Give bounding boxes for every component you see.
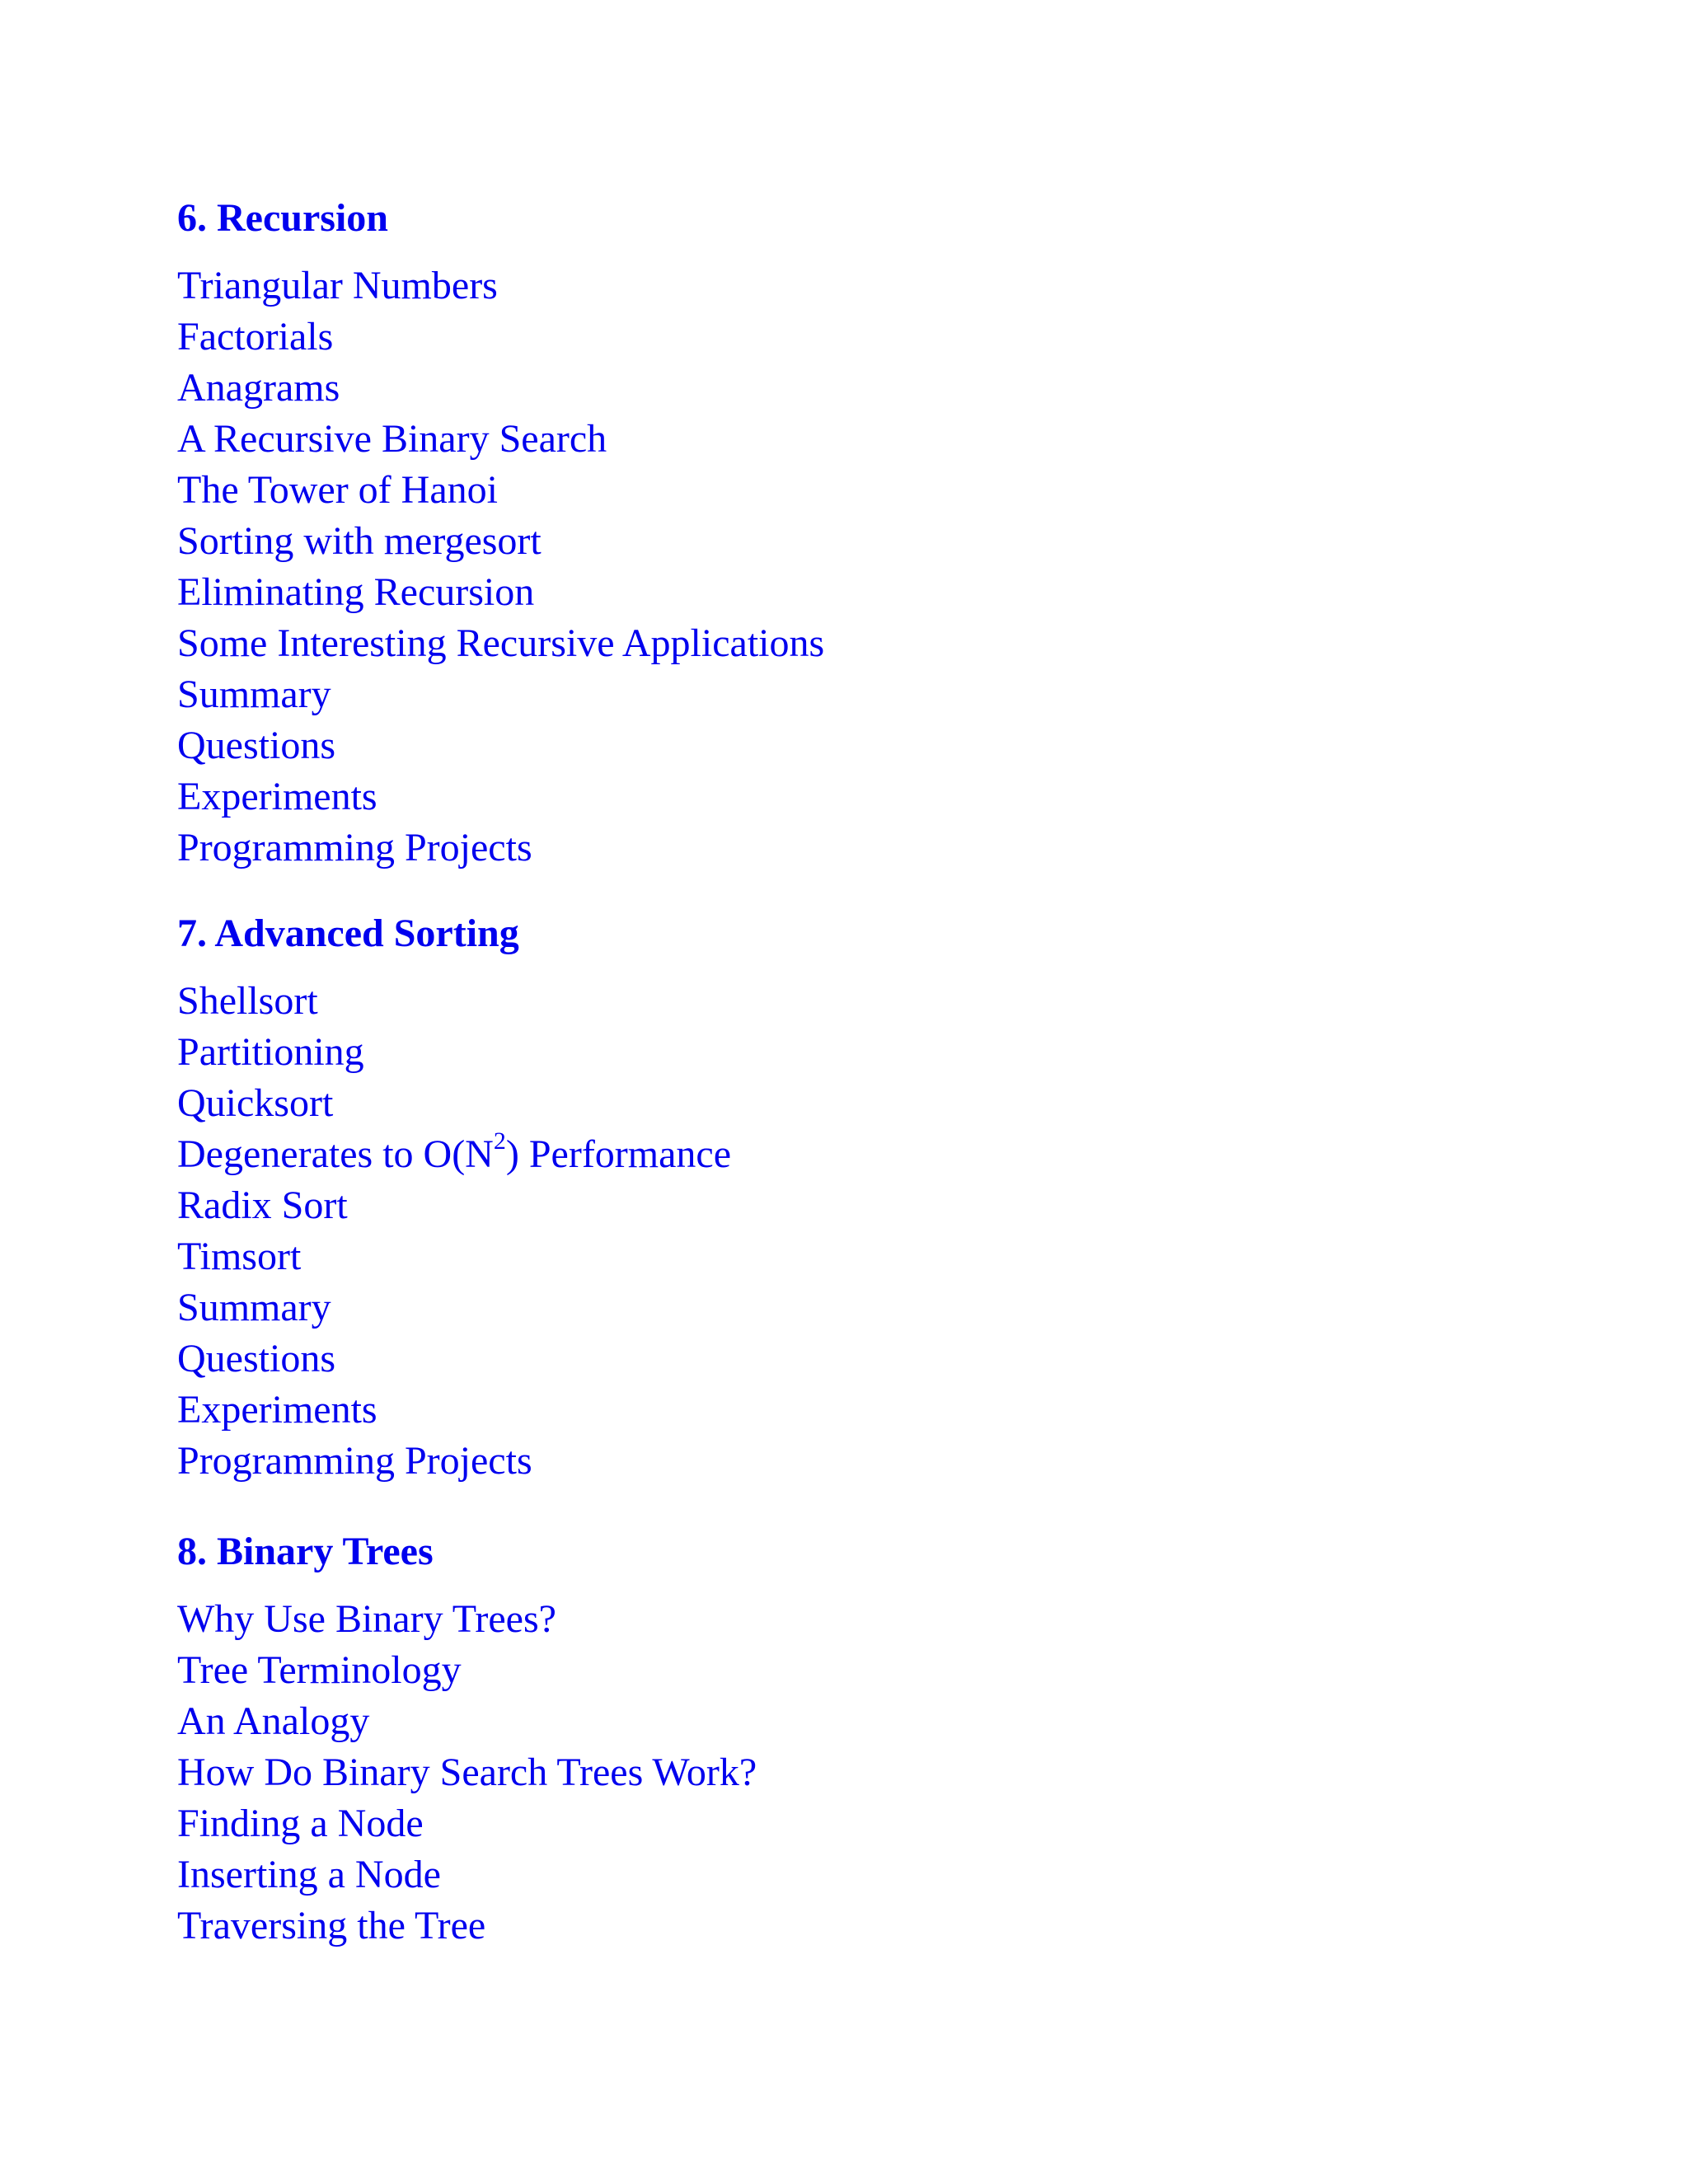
toc-link[interactable]: Finding a Node <box>177 1802 424 1845</box>
toc-item[interactable] <box>177 465 824 516</box>
toc-link[interactable]: Partitioning <box>177 1030 364 1074</box>
toc-link[interactable]: Eliminating Recursion <box>177 570 535 614</box>
toc-item[interactable] <box>177 1180 731 1231</box>
toc-link[interactable]: The Tower of Hanoi <box>177 468 498 512</box>
toc-item[interactable] <box>177 1798 757 1849</box>
toc-link[interactable]: Triangular Numbers <box>177 264 498 307</box>
toc-link[interactable]: Experiments <box>177 775 377 818</box>
toc-link[interactable]: Quicksort <box>177 1081 334 1125</box>
chapter-link[interactable]: 6. Recursion <box>177 196 388 240</box>
section-list <box>177 260 824 874</box>
toc-item[interactable] <box>177 363 824 414</box>
toc-item[interactable] <box>177 312 824 363</box>
toc-item[interactable] <box>177 414 824 465</box>
toc-link[interactable]: Questions <box>177 1337 335 1380</box>
toc-link-text: Degenerates to O(N <box>177 1132 494 1176</box>
toc-link[interactable]: Timsort <box>177 1235 302 1278</box>
toc-item[interactable] <box>177 1078 731 1129</box>
toc-link[interactable]: Why Use Binary Trees? <box>177 1597 556 1641</box>
toc-item[interactable] <box>177 618 824 669</box>
toc-item[interactable] <box>177 1645 757 1696</box>
toc-item[interactable] <box>177 976 731 1027</box>
toc-item[interactable] <box>177 1231 731 1282</box>
toc-item[interactable] <box>177 720 824 771</box>
toc-link[interactable]: Sorting with mergesort <box>177 519 542 563</box>
toc-link[interactable]: Inserting a Node <box>177 1853 441 1896</box>
chapter-title[interactable] <box>177 194 824 242</box>
toc-link[interactable]: Some Interesting Recursive Applications <box>177 621 825 665</box>
section-list <box>177 976 731 1487</box>
toc-item[interactable] <box>177 1129 731 1180</box>
toc-link[interactable]: Summary <box>177 673 331 716</box>
toc-item[interactable] <box>177 1385 731 1436</box>
toc-link[interactable]: Traversing the Tree <box>177 1904 486 1947</box>
toc-link[interactable]: Tree Terminology <box>177 1648 462 1692</box>
toc-link-suffix: ) Performance <box>505 1132 732 1176</box>
toc-link[interactable]: Summary <box>177 1286 331 1329</box>
section-list <box>177 1594 757 1952</box>
chapter-advanced-sorting <box>177 910 731 1487</box>
toc-link[interactable] <box>177 1127 732 1176</box>
toc-item[interactable] <box>177 1696 757 1747</box>
toc-link[interactable]: How Do Binary Search Trees Work? <box>177 1750 757 1794</box>
toc-item[interactable] <box>177 1594 757 1645</box>
chapter-title[interactable] <box>177 910 731 958</box>
toc-item[interactable] <box>177 1333 731 1385</box>
toc-item[interactable] <box>177 1747 757 1798</box>
toc-link[interactable]: Programming Projects <box>177 826 532 869</box>
toc-item[interactable] <box>177 567 824 618</box>
toc-link[interactable]: Programming Projects <box>177 1439 532 1483</box>
toc-link[interactable]: Anagrams <box>177 366 340 410</box>
toc-item[interactable] <box>177 669 824 720</box>
chapter-binary-trees <box>177 1528 757 1952</box>
toc-item[interactable] <box>177 771 824 823</box>
toc-link[interactable]: Factorials <box>177 315 334 359</box>
chapter-recursion <box>177 194 824 874</box>
toc-item[interactable] <box>177 1849 757 1900</box>
toc-link[interactable]: Radix Sort <box>177 1183 348 1227</box>
chapter-title[interactable] <box>177 1528 757 1576</box>
toc-item[interactable] <box>177 1900 757 1952</box>
toc-item[interactable] <box>177 516 824 567</box>
toc-link[interactable]: Shellsort <box>177 979 318 1023</box>
chapter-link[interactable]: 8. Binary Trees <box>177 1530 434 1573</box>
toc-link[interactable]: Experiments <box>177 1388 377 1432</box>
toc-item[interactable] <box>177 1436 731 1487</box>
exponent: 2 <box>493 1127 506 1155</box>
toc-link[interactable]: Questions <box>177 724 335 767</box>
toc-page <box>177 0 1679 2184</box>
chapter-link[interactable]: 7. Advanced Sorting <box>177 912 519 955</box>
toc-item[interactable] <box>177 1027 731 1078</box>
toc-item[interactable] <box>177 823 824 874</box>
toc-link[interactable]: An Analogy <box>177 1699 370 1743</box>
toc-link[interactable]: A Recursive Binary Search <box>177 417 607 461</box>
toc-item[interactable] <box>177 260 824 312</box>
toc-item[interactable] <box>177 1282 731 1333</box>
